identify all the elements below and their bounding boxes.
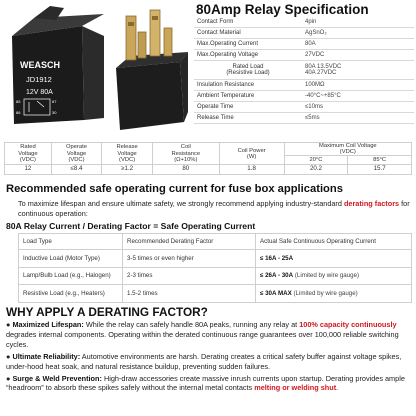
why-derating-list <box>6 320 412 395</box>
spec-key: Max.Operating Voltage <box>194 50 302 61</box>
spec-key: Operate Time <box>194 101 302 112</box>
derating-factor: 1.5-2 times <box>123 285 256 303</box>
bullet-icon: ● <box>6 373 13 383</box>
spec-table <box>194 17 414 124</box>
spec-key: Rated Load (Resistive Load) <box>194 61 302 80</box>
spec-row <box>194 28 414 39</box>
value-rated-voltage: 12 <box>5 165 52 175</box>
safe-current: ≤ 16A - 25A <box>260 254 294 262</box>
spec-row <box>194 112 414 123</box>
spec-key: Max.Operating Current <box>194 39 302 50</box>
bullet-text: While the relay can safely handle 80A peaks, running any relay at <box>83 320 300 329</box>
derating-header-row <box>19 234 412 250</box>
header-load-type: Load Type <box>19 234 123 250</box>
relay-brand-text: WEASCH <box>20 60 60 70</box>
spec-key: Contact Material <box>194 28 302 39</box>
table-row <box>19 250 412 268</box>
spec-value: 4pin <box>302 17 414 28</box>
header-release-voltage: Release Voltage (VDC) <box>102 143 153 165</box>
relay-product-image <box>4 2 190 138</box>
current-note: (Limited by wire gauge) <box>291 289 358 297</box>
spec-row <box>194 50 414 61</box>
safe-current-cell <box>256 267 412 285</box>
spec-value: ≤5ms <box>302 112 414 123</box>
safe-current-intro <box>18 199 414 218</box>
header-rated-voltage: Rated Voltage (VDC) <box>5 143 52 165</box>
spec-row <box>194 101 414 112</box>
value-operate-voltage: ≤8.4 <box>51 165 101 175</box>
spec-value: 100MΩ <box>302 80 414 91</box>
value-coil-power: 1.8 <box>219 165 284 175</box>
safe-current-cell <box>256 250 412 268</box>
table-row <box>19 267 412 285</box>
spec-value: 80A <box>302 39 414 50</box>
derating-factor: 3-5 times or even higher <box>123 250 256 268</box>
spec-key: Contact Form <box>194 17 302 28</box>
bullet-text: High-draw accessories create massive inrush currents upon startup. Derating provides ample “headroom” to absorb these spikes safely without the internal metal contacts <box>6 373 405 393</box>
spec-key: Insulation Resistance <box>194 80 302 91</box>
spec-row <box>194 90 414 101</box>
list-item <box>6 374 412 394</box>
derating-table <box>18 233 412 303</box>
bullet-text: Automotive environments are harsh. Derating creates a critical safety buffer against voltage spikes, under-hood heat soak, and natural resistance buildup, preventing sudden failures. <box>6 351 402 371</box>
formula-subtitle: 80A Relay Current / Derating Factor = Safe Operating Current <box>6 221 256 231</box>
intro-text-1: To maximize lifespan and ensure ultimate safety, we strongly recommend applying industry-standard <box>18 199 342 208</box>
table-row <box>19 285 412 303</box>
load-type: Resistive Load (e.g., Heaters) <box>19 285 123 303</box>
safe-current: ≤ 30A MAX <box>260 289 292 297</box>
value-max-coil-85: 15.7 <box>348 165 412 175</box>
derating-factor: 2-3 times <box>123 267 256 285</box>
spec-row <box>194 17 414 28</box>
header-coil-power: Coil Power (W) <box>219 143 284 165</box>
intro-text-2: for continuous operation: <box>18 199 410 218</box>
pin-label-30: 30 <box>52 110 57 115</box>
spec-title: 80Amp Relay Specification <box>196 2 369 17</box>
header-max-coil-voltage: Maximum Coil Voltage (VDC) <box>284 143 411 156</box>
spec-value: ≤10ms <box>302 101 414 112</box>
pin-label-85: 85 <box>16 99 21 104</box>
bullet-label: Ultimate Reliability: <box>12 351 81 361</box>
safe-current-cell <box>256 285 412 303</box>
bullet-text: . <box>336 383 339 393</box>
header-temp-85: 85°C <box>348 156 412 165</box>
bullet-text: degrades internal components. Operating within the derated continuous range guarantees over 100,000 reliable switching cycles. <box>6 329 399 349</box>
header-temp-20: 20°C <box>284 156 348 165</box>
list-item <box>6 320 412 350</box>
value-coil-resistance: 80 <box>153 165 219 175</box>
spec-row <box>194 39 414 50</box>
bullet-label: Surge & Weld Prevention: <box>12 373 102 383</box>
bullet-icon: ● <box>6 351 13 361</box>
coil-rating-header-row <box>5 143 412 156</box>
relay-rating-text: 12V 80A <box>26 89 53 96</box>
spec-key: Release Time <box>194 112 302 123</box>
current-note: (Limited by wire gauge) <box>293 272 360 280</box>
header-derating-factor: Recommended Derating Factor <box>123 234 256 250</box>
coil-rating-value-row <box>5 165 412 175</box>
relay-model-text: JD1912 <box>26 75 52 84</box>
spec-value: -40°C~+85°C <box>302 90 414 101</box>
spec-value: 27VDC <box>302 50 414 61</box>
safe-current-title: Recommended safe operating current for fuse box applications <box>6 183 343 195</box>
header-safe-current: Actual Safe Continuous Operating Current <box>256 234 412 250</box>
spec-value: 80A 13.5VDC 40A 27VDC <box>302 61 414 80</box>
pin-label-87: 87 <box>52 99 57 104</box>
spec-row <box>194 61 414 80</box>
value-max-coil-20: 20.2 <box>284 165 348 175</box>
value-release-voltage: ≥1.2 <box>102 165 153 175</box>
bullet-label: Maximized Lifespan: <box>12 320 84 329</box>
header-operate-voltage: Operate Voltage (VDC) <box>51 143 101 165</box>
spec-key: Ambient Temperature <box>194 90 302 101</box>
intro-derating-highlight: derating factors <box>343 199 400 208</box>
why-derating-title: WHY APPLY A DERATING FACTOR? <box>6 305 208 319</box>
pin-label-86: 86 <box>16 110 21 115</box>
safe-current: ≤ 26A - 30A <box>260 272 294 280</box>
spec-value: AgSnO₂ <box>302 28 414 39</box>
spec-row <box>194 80 414 91</box>
bullet-highlight: melting or welding shut <box>254 383 337 393</box>
list-item <box>6 352 412 372</box>
bullet-icon: ● <box>6 320 13 329</box>
coil-rating-table <box>4 142 412 175</box>
load-type: Lamp/Bulb Load (e.g., Halogen) <box>19 267 123 285</box>
load-type: Inductive Load (Motor Type) <box>19 250 123 268</box>
bullet-highlight: 100% capacity continuously <box>299 320 397 329</box>
header-coil-resistance: Coil Resistance (Ω+10%) <box>153 143 219 165</box>
